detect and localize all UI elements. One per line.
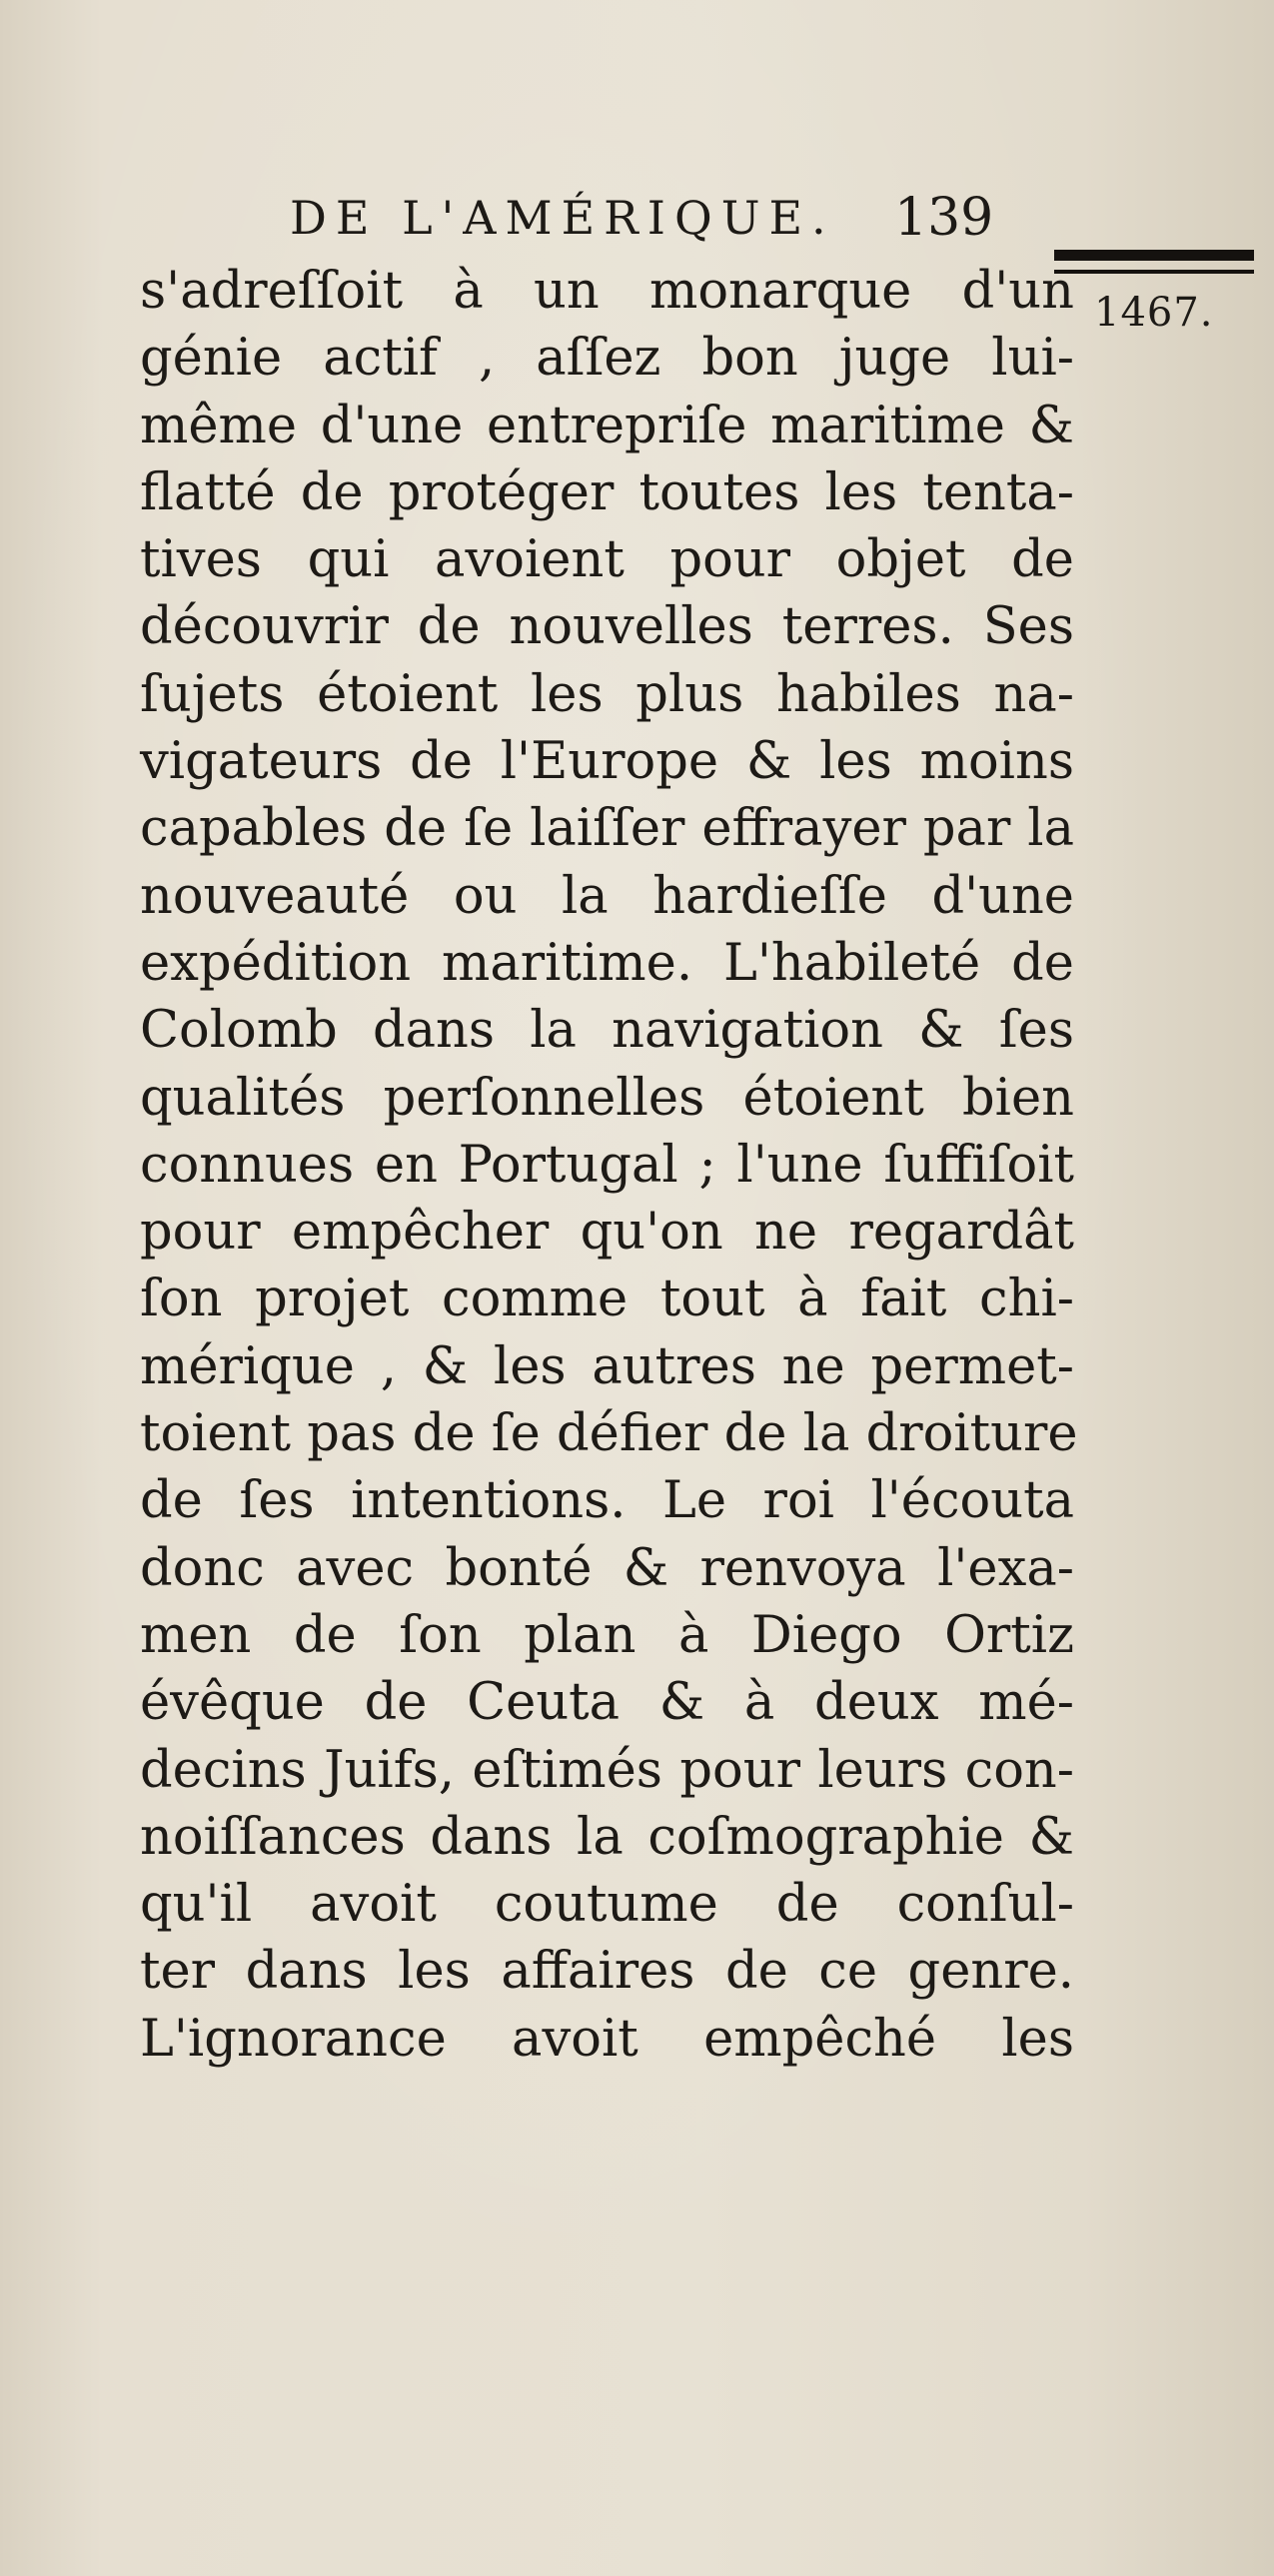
margin-rule-thin [1054, 270, 1254, 274]
text-line: pour empêcher qu'on ne regardât [140, 1203, 1074, 1263]
text-line: mérique , & les autres ne permet- [140, 1336, 1074, 1396]
text-line: men de ſon plan à Diego Ortiz [140, 1605, 1074, 1665]
text-line: capables de ſe laiſſer effrayer par la [140, 799, 1074, 859]
margin-rule [1054, 250, 1254, 261]
text-line: decins Juifs, eſtimés pour leurs con- [140, 1740, 1074, 1800]
text-line: ter dans les affaires de ce genre. [140, 1942, 1074, 2002]
text-line: ſujets étoient les plus habiles na- [140, 664, 1074, 724]
text-line: vigateurs de l'Europe & les moins [140, 732, 1074, 792]
text-line: Colomb dans la navigation & ſes [140, 1001, 1074, 1061]
text-line: même d'une entrepriſe maritime & [140, 396, 1074, 455]
text-line: expédition maritime. L'habileté de [140, 933, 1074, 993]
text-line: s'adreſſoit à un monarque d'un [140, 262, 1074, 321]
text-line: qu'il avoit coutume de conſul- [140, 1875, 1074, 1935]
text-line: de ſes intentions. Le roi l'écouta [140, 1471, 1074, 1531]
body-text [140, 258, 1078, 2073]
margin-year-note: 1467. [1094, 290, 1214, 336]
text-line: ſon projet comme tout à fait chi- [140, 1270, 1074, 1329]
text-line: connues en Portugal ; l'une ſuffiſoit [140, 1135, 1074, 1195]
running-title: DE L'AMÉRIQUE. [290, 191, 835, 245]
text-line: qualités perſonnelles étoient bien [140, 1068, 1074, 1128]
text-line: flatté de protéger toutes les tenta- [140, 462, 1074, 522]
text-line: tives qui avoient pour objet de [140, 530, 1074, 590]
page-number: 139 [894, 188, 994, 248]
text-line: nouveauté ou la hardieſſe d'une [140, 866, 1074, 926]
running-head [290, 188, 1049, 248]
text-line: donc avec bonté & renvoya l'exa- [140, 1538, 1074, 1598]
text-line: évêque de Ceuta & à deux mé- [140, 1673, 1074, 1733]
text-line: découvrir de nouvelles terres. Ses [140, 597, 1074, 657]
text-line: toient pas de ſe défier de la droiture [140, 1404, 1078, 1464]
text-line: noiſſances dans la coſmographie & [140, 1807, 1074, 1867]
text-line: L'ignorance avoit empêché les [140, 2009, 1074, 2069]
text-line: génie actif , aſſez bon juge lui- [140, 329, 1074, 389]
